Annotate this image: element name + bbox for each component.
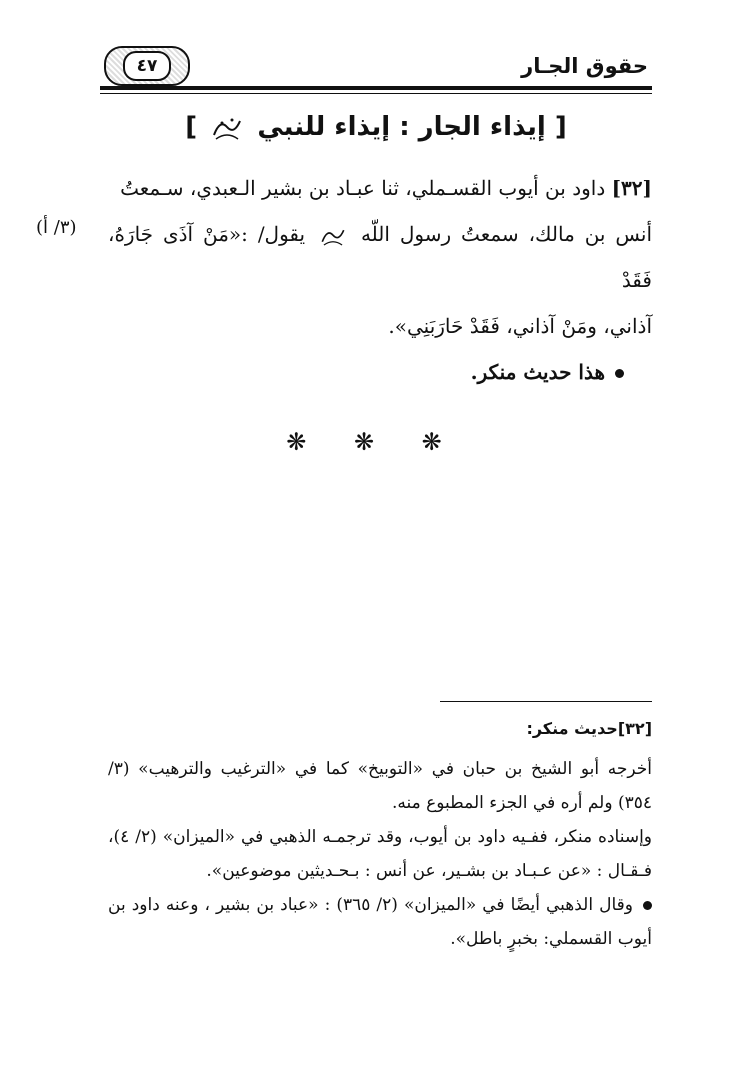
bullet-icon [615,369,624,378]
section-heading-close: ] [185,112,198,142]
hadith-number: [٣٢] [611,176,652,200]
running-title: حقوق الجـار [521,54,648,78]
footnote-paragraph-1: أخرجه أبو الشيخ بن حبان في «التوبيخ» كما في «الترغيب والترهيب» (٣/ ٣٥٤) ولم أره في الجزء المطبوع منه. [108,759,652,813]
hadith-line-3: آذاني، ومَنْ آذاني، فَقَدْ حَارَبَنِي». [388,314,652,338]
footnote-heading: [٣٢]حديث منكر: [526,719,652,738]
salawat-icon [319,225,347,247]
hadith-text [108,165,652,395]
footnote-rule [440,701,652,702]
hadith-grading [108,349,624,395]
section-heading [100,112,652,142]
hadith-grading-text: هذا حديث منكر. [470,360,605,384]
footnote-paragraph-3 [108,888,652,956]
section-heading-text: [ إيذاء الجار : إيذاء للنبي [257,112,567,142]
page-number-badge [104,46,190,86]
page-number: ٤٧ [123,51,171,81]
hadith-line-2 [108,211,652,303]
footnote-paragraph-2: وإسناده منكر، ففـيه داود بن أيوب، وقد ترجمـه الذهبي في «الميزان» (٢/ ٤)، فـقـال : «عن عـبـاد بن بشـير، عن أنس : بـحـديثين موضوعين». [108,827,653,881]
hadith-line-1-text: داود بن أيوب القسـملي، ثنا عبـاد بن بشير الـعبدي، سـمعتُ [120,176,606,200]
section-separator: ❋ ❋ ❋ [286,428,462,456]
bullet-icon [643,901,652,910]
hadith-line-1 [108,165,652,211]
hadith-line-2a: أنس بن مالك، سمعتُ رسول اللّه [360,222,653,246]
manuscript-folio-note: (٣/ أ) [36,217,77,238]
header-rule-thin [100,93,652,94]
salawat-icon [210,115,244,141]
footnotes [108,712,652,956]
footnote-paragraph-3-text: وقال الذهبي أيضًا في «الميزان» (٢/ ٣٦٥) : «عباد بن بشير ، وعنه داود بن أيوب القسملي: بخبرٍ باطل». [108,895,652,949]
hadith-line-2b: يقول/ :«مَنْ آذَى جَارَهُ، فَقَدْ [108,222,652,292]
header-rule-thick [100,86,652,90]
